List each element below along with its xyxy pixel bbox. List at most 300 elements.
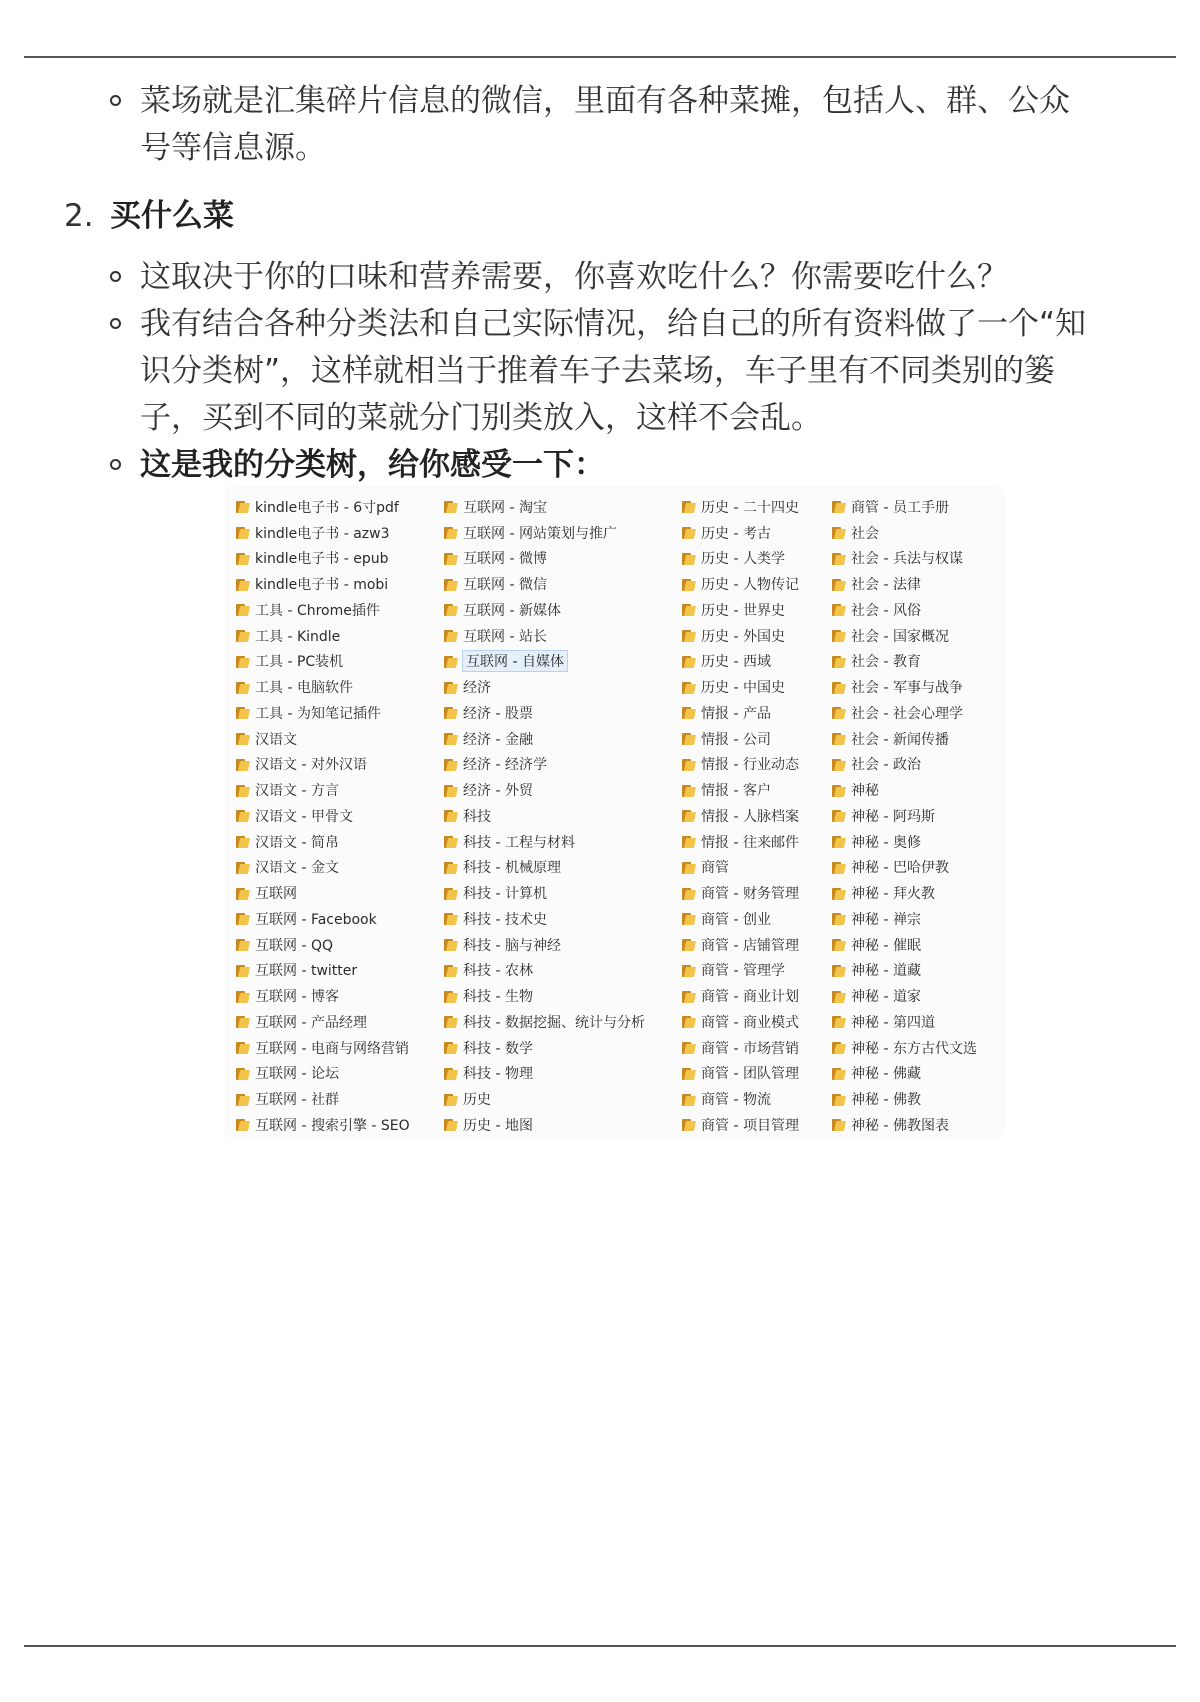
folder-label: 工具 - 电脑软件 [255,680,353,697]
folder-icon [236,552,249,565]
folder-label: 商管 - 物流 [701,1092,771,1109]
folder-icon [832,758,845,771]
folder-icon [444,912,457,925]
folder-item[interactable] [444,1086,645,1112]
folder-item[interactable] [682,700,799,726]
folder-label: 互联网 - 淘宝 [463,499,547,516]
folder-item[interactable] [682,958,799,984]
folder-item[interactable] [236,932,410,958]
folder-item[interactable] [832,1112,977,1138]
folder-label: 神秘 - 奥修 [851,834,921,851]
folder-icon [236,887,249,900]
folder-item[interactable] [236,597,410,623]
list-item [140,442,1100,489]
hollow-circle-bullet-icon [110,95,121,106]
folder-item[interactable] [236,1112,410,1138]
folder-item[interactable] [832,855,977,881]
folder-item[interactable] [832,1035,977,1061]
folder-icon [682,500,695,513]
folder-item[interactable] [832,1009,977,1035]
folder-item[interactable] [832,1086,977,1112]
folder-item[interactable] [444,546,645,572]
folder-label: 历史 - 人物传记 [701,577,799,594]
folder-label: 社会 - 教育 [851,654,921,671]
folder-label: 汉语文 - 对外汉语 [255,757,367,774]
folder-label: 汉语文 - 简帛 [255,834,339,851]
folder-icon [832,1118,845,1131]
folder-label: 科技 - 工程与材料 [463,834,575,851]
folder-icon [682,681,695,694]
folder-item[interactable] [236,880,410,906]
folder-icon [444,1067,457,1080]
bottom-divider [24,1645,1176,1647]
folder-icon [444,732,457,745]
list-item-text: 这是我的分类树，给你感受一下： [140,447,605,483]
folder-icon [236,578,249,591]
folder-item[interactable] [832,597,977,623]
folder-item[interactable] [832,932,977,958]
folder-icon [236,809,249,822]
folder-label: 神秘 - 佛教图表 [851,1117,949,1134]
folder-label: 经济 [463,680,491,697]
folder-item[interactable] [444,597,645,623]
folder-item[interactable] [682,829,799,855]
folder-item[interactable] [444,777,645,803]
folder-label: 神秘 - 阿玛斯 [851,808,935,825]
folder-icon [236,964,249,977]
folder-item[interactable] [682,674,799,700]
folder-item[interactable] [682,649,799,675]
folder-label: 神秘 - 禅宗 [851,911,921,928]
folder-item[interactable] [236,726,410,752]
folder-icon [832,603,845,616]
folder-item[interactable] [682,1061,799,1087]
folder-item[interactable] [236,777,410,803]
folder-icon [236,990,249,1003]
folder-icon [832,912,845,925]
folder-icon [444,526,457,539]
folder-label: 情报 - 往来邮件 [701,834,799,851]
folder-icon [832,526,845,539]
folder-icon [682,809,695,822]
folder-item[interactable] [682,1086,799,1112]
folder-item[interactable] [832,958,977,984]
folder-label: 汉语文 - 方言 [255,783,339,800]
folder-icon [832,938,845,951]
list-item [140,301,1100,442]
folder-icon [682,990,695,1003]
folder-icon [444,964,457,977]
folder-item[interactable] [444,494,645,520]
folder-label: 工具 - Chrome插件 [255,602,380,619]
folder-label: 商管 - 团队管理 [701,1066,799,1083]
folder-label: 商管 [701,860,729,877]
top-sub-list [140,78,1100,172]
folder-item[interactable] [832,726,977,752]
folder-item[interactable] [682,1009,799,1035]
folder-item[interactable] [682,983,799,1009]
folder-item[interactable] [444,752,645,778]
folder-item[interactable] [832,1061,977,1087]
folder-item[interactable] [444,1009,645,1035]
folder-icon [236,1041,249,1054]
folder-label: 互联网 - twitter [255,963,358,980]
folder-label: 科技 - 农林 [463,963,533,980]
folder-icon [682,603,695,616]
folder-icon [236,603,249,616]
folder-icon [236,706,249,719]
folder-icon [444,938,457,951]
folder-item[interactable] [832,880,977,906]
list-item-text: 菜场就是汇集碎片信息的微信，里面有各种菜摊，包括人、群、公众号等信息源。 [140,83,1070,166]
folder-label: 情报 - 客户 [701,783,771,800]
folder-icon [832,629,845,642]
folder-item[interactable] [444,520,645,546]
folder-label: 历史 - 世界史 [701,602,785,619]
folder-icon [832,887,845,900]
folder-icon [682,1093,695,1106]
folder-label: 经济 - 外贸 [463,783,533,800]
folder-icon [444,784,457,797]
folder-icon [682,912,695,925]
folder-icon [236,629,249,642]
folder-item[interactable] [444,674,645,700]
folder-icon [236,784,249,797]
folder-item[interactable] [444,958,645,984]
folder-item[interactable] [832,983,977,1009]
top-divider [24,56,1176,58]
folder-item[interactable] [832,700,977,726]
folder-item[interactable] [832,777,977,803]
folder-icon [444,629,457,642]
folder-icon [236,655,249,668]
folder-label: 历史 - 人类学 [701,551,785,568]
folder-label: 社会 - 军事与战争 [851,680,963,697]
folder-item[interactable] [682,1035,799,1061]
folder-icon [444,990,457,1003]
folder-item[interactable] [236,546,410,572]
folder-label: 科技 [463,808,491,825]
folder-icon [444,758,457,771]
folder-item[interactable] [236,520,410,546]
folder-label: 神秘 - 催眠 [851,937,921,954]
folder-item[interactable] [236,958,410,984]
folder-icon [444,681,457,694]
folder-label: 神秘 - 道藏 [851,963,921,980]
folder-icon [444,603,457,616]
folder-label: 互联网 - 论坛 [255,1066,339,1083]
folder-label: 神秘 - 佛教 [851,1092,921,1109]
folder-label: 科技 - 脑与神经 [463,937,561,954]
folder-icon [682,1067,695,1080]
folder-label: 情报 - 产品 [701,705,771,722]
folder-label: kindle电子书 - azw3 [255,525,390,542]
folder-label: 商管 - 管理学 [701,963,785,980]
folder-label: 商管 - 员工手册 [851,499,949,516]
folder-item[interactable] [682,520,799,546]
folder-icon [236,938,249,951]
folder-item[interactable] [236,623,410,649]
folder-icon [832,1093,845,1106]
folder-column-4 [832,494,977,1138]
list-item-text: 这取决于你的口味和营养需要，你喜欢吃什么？你需要吃什么？ [140,259,1008,295]
folder-item[interactable] [682,906,799,932]
folder-label: 社会 - 社会心理学 [851,705,963,722]
folder-label: 经济 - 金融 [463,731,533,748]
folder-label: 历史 - 中国史 [701,680,785,697]
folder-icon [444,655,457,668]
folder-label: 神秘 - 道家 [851,989,921,1006]
folder-label: 商管 - 商业模式 [701,1014,799,1031]
folder-icon [682,938,695,951]
folder-item[interactable] [832,623,977,649]
folder-icon [682,1015,695,1028]
folder-label: 社会 [851,525,879,542]
folder-item[interactable] [682,597,799,623]
folder-icon [832,1041,845,1054]
folder-item[interactable] [236,494,410,520]
folder-item[interactable] [682,880,799,906]
folder-item[interactable] [236,829,410,855]
folder-item[interactable] [236,700,410,726]
folder-icon [444,1015,457,1028]
folder-item[interactable] [832,649,977,675]
folder-icon [444,861,457,874]
folder-item[interactable] [444,571,645,597]
folder-icon [682,835,695,848]
folder-icon [444,552,457,565]
folder-item[interactable] [682,623,799,649]
folder-item[interactable] [682,855,799,881]
folder-label: 科技 - 数据挖掘、统计与分析 [463,1014,645,1031]
folder-item[interactable] [236,674,410,700]
folder-item[interactable] [444,649,645,675]
folder-item[interactable] [236,803,410,829]
folder-icon [682,526,695,539]
folder-icon [682,655,695,668]
folder-label: 互联网 - 社群 [255,1092,339,1109]
folder-icon [236,1118,249,1131]
folder-item[interactable] [682,571,799,597]
folder-label: 互联网 - 网站策划与推广 [463,525,617,542]
folder-item[interactable] [444,803,645,829]
folder-item[interactable] [444,855,645,881]
folder-label: 商管 - 商业计划 [701,989,799,1006]
folder-item[interactable] [832,520,977,546]
folder-label: kindle电子书 - 6寸pdf [255,499,399,516]
folder-item[interactable] [682,803,799,829]
folder-label: 商管 - 创业 [701,911,771,928]
folder-icon [832,578,845,591]
folder-label: 汉语文 [255,731,297,748]
folder-item[interactable] [832,571,977,597]
folder-icon [444,835,457,848]
folder-item[interactable] [682,546,799,572]
folder-label: 神秘 - 第四道 [851,1014,935,1031]
folder-icon [236,500,249,513]
folder-icon [682,964,695,977]
folder-item[interactable] [832,752,977,778]
folder-label: 商管 - 项目管理 [701,1117,799,1134]
folder-icon [236,681,249,694]
folder-label: 互联网 - 新媒体 [463,602,561,619]
folder-item[interactable] [682,932,799,958]
hollow-circle-bullet-icon [110,459,121,470]
folder-label: 科技 - 计算机 [463,886,547,903]
folder-item[interactable] [236,1061,410,1087]
folder-label: 历史 - 考古 [701,525,771,542]
folder-item[interactable] [236,1009,410,1035]
section-heading: 买什么菜 [110,198,234,234]
folder-item[interactable] [236,906,410,932]
folder-label: 科技 - 生物 [463,989,533,1006]
folder-label: 历史 - 地图 [463,1117,533,1134]
folder-icon [236,912,249,925]
folder-label: kindle电子书 - mobi [255,577,389,594]
folder-item[interactable] [236,752,410,778]
folder-label: 神秘 [851,783,879,800]
folder-label: 情报 - 行业动态 [701,757,799,774]
folder-item[interactable] [444,1035,645,1061]
folder-item[interactable] [444,906,645,932]
folder-icon [832,681,845,694]
folder-icon [832,835,845,848]
folder-label: 互联网 - 博客 [255,989,339,1006]
folder-item[interactable] [236,855,410,881]
folder-icon [682,1041,695,1054]
folder-label: 神秘 - 巴哈伊教 [851,860,949,877]
folder-item[interactable] [682,494,799,520]
folder-icon [236,526,249,539]
folder-label: 神秘 - 拜火教 [851,886,935,903]
folder-icon [444,887,457,900]
folder-label: 科技 - 机械原理 [463,860,561,877]
folder-label: 商管 - 店铺管理 [701,937,799,954]
folder-item[interactable] [444,1112,645,1138]
folder-icon [682,578,695,591]
folder-column-2 [444,494,645,1138]
folder-item[interactable] [832,803,977,829]
folder-icon [832,500,845,513]
folder-item[interactable] [444,700,645,726]
folder-icon [832,784,845,797]
folder-item[interactable] [444,623,645,649]
folder-icon [682,732,695,745]
folder-item[interactable] [444,932,645,958]
list-item-text: 我有结合各种分类法和自己实际情况，给自己的所有资料做了一个“知识分类树”，这样就相当于推着车子去菜场，车子里有不同类别的篓子，买到不同的菜就分门别类放入，这样不会乱。 [140,306,1087,436]
folder-icon [832,655,845,668]
folder-item[interactable] [444,829,645,855]
folder-label: kindle电子书 - epub [255,551,389,568]
folder-label: 社会 - 国家概况 [851,628,949,645]
folder-icon [236,732,249,745]
folder-icon [236,835,249,848]
folder-label: 社会 - 法律 [851,577,921,594]
folder-icon [444,578,457,591]
numbered-heading [64,193,234,240]
folder-icon [832,990,845,1003]
folder-icon [682,784,695,797]
folder-icon [444,706,457,719]
list-item [140,254,1100,301]
folder-item[interactable] [236,983,410,1009]
hollow-circle-bullet-icon [110,271,121,282]
folder-item[interactable] [832,494,977,520]
folder-icon [444,809,457,822]
folder-item[interactable] [444,1061,645,1087]
folder-icon [832,964,845,977]
folder-item[interactable] [236,649,410,675]
folder-item[interactable] [682,752,799,778]
folder-label: 商管 - 财务管理 [701,886,799,903]
folder-label: 历史 - 外国史 [701,628,785,645]
folder-label: 互联网 - 微信 [463,577,547,594]
folder-item[interactable] [832,906,977,932]
folder-label: 社会 - 兵法与权谋 [851,551,963,568]
folder-item[interactable] [444,726,645,752]
folder-icon [832,1015,845,1028]
folder-label: 互联网 - QQ [255,937,333,954]
folder-icon [236,758,249,771]
folder-label: 情报 - 人脉档案 [701,808,799,825]
folder-label: 情报 - 公司 [701,731,771,748]
folder-label: 互联网 - Facebook [255,911,377,928]
folder-label: 互联网 - 微博 [463,551,547,568]
folder-item[interactable] [236,571,410,597]
folder-item[interactable] [236,1086,410,1112]
folder-item[interactable] [236,1035,410,1061]
folder-item[interactable] [682,1112,799,1138]
folder-item[interactable] [832,829,977,855]
folder-label: 经济 - 经济学 [463,757,547,774]
folder-icon [682,629,695,642]
folder-icon [682,1118,695,1131]
folder-label: 社会 - 风俗 [851,602,921,619]
folder-label: 历史 [463,1092,491,1109]
folder-icon [444,1041,457,1054]
folder-label: 历史 - 西域 [701,654,771,671]
folder-label: 科技 - 技术史 [463,911,547,928]
folder-item[interactable] [444,880,645,906]
folder-label: 互联网 - 搜索引擎 - SEO [255,1117,410,1134]
folder-icon [236,1093,249,1106]
folder-item[interactable] [682,726,799,752]
folder-icon [236,861,249,874]
folder-icon [832,552,845,565]
folder-label: 历史 - 二十四史 [701,499,799,516]
folder-item[interactable] [682,777,799,803]
folder-label: 科技 - 数学 [463,1040,533,1057]
folder-item[interactable] [832,674,977,700]
folder-icon [444,500,457,513]
folder-label: 互联网 - 站长 [463,628,547,645]
folder-icon [832,1067,845,1080]
folder-item[interactable] [832,546,977,572]
folder-label: 互联网 [255,886,297,903]
folder-label: 商管 - 市场营销 [701,1040,799,1057]
folder-label: 科技 - 物理 [463,1066,533,1083]
folder-column-3 [682,494,799,1138]
hollow-circle-bullet-icon [110,318,121,329]
knowledge-tree-screenshot [228,488,1002,1135]
folder-label: 工具 - PC装机 [255,654,344,671]
folder-icon [682,887,695,900]
list-number: 2. [64,198,94,234]
folder-label: 社会 - 新闻传播 [851,731,949,748]
folder-item[interactable] [444,983,645,1009]
folder-icon [236,1067,249,1080]
folder-icon [682,758,695,771]
